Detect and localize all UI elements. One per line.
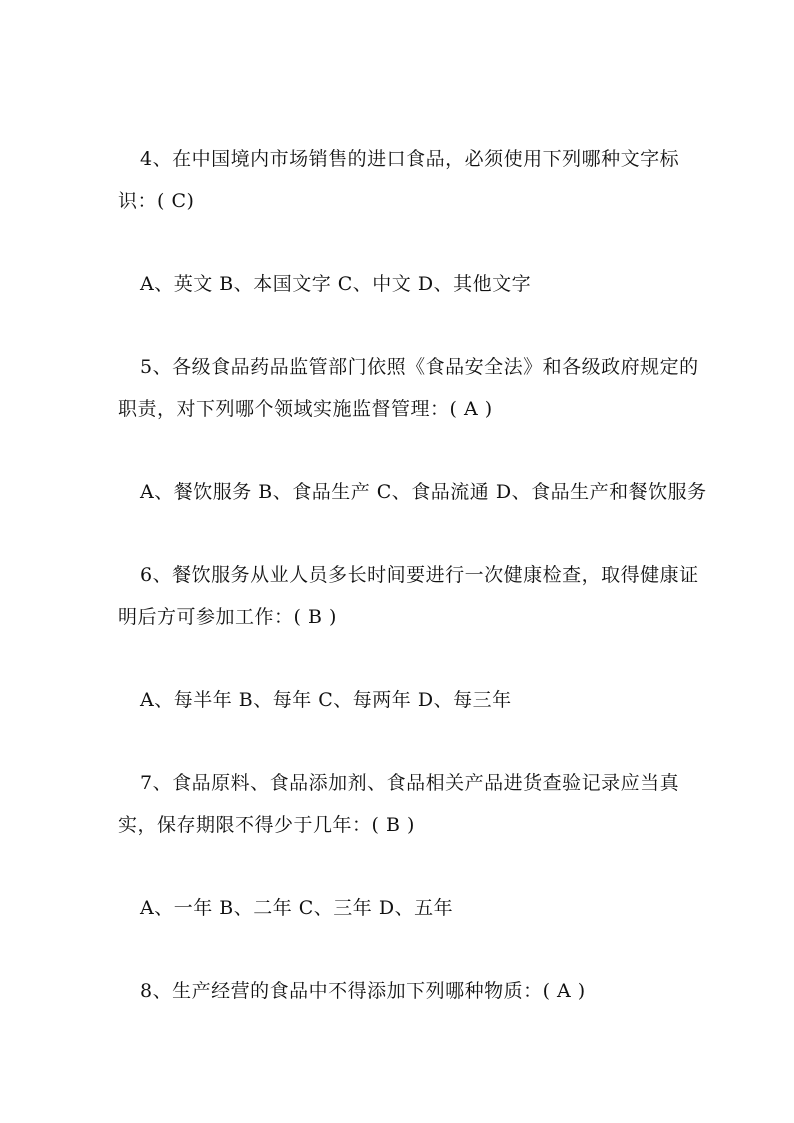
- question-5-options: A、餐饮服务 B、食品生产 C、食品流通 D、食品生产和餐饮服务: [140, 481, 707, 503]
- question-5-line-2: 职责，对下列哪个领域实施监督管理：( A ): [118, 398, 493, 420]
- question-7-line-1: 7、食品原料、食品添加剂、食品相关产品进货查验记录应当真: [140, 772, 680, 794]
- question-6-options: A、每半年 B、每年 C、每两年 D、每三年: [140, 689, 512, 711]
- question-6-line-2: 明后方可参加工作：( B ): [118, 606, 337, 628]
- question-7-line-2: 实，保存期限不得少于几年：( B ): [118, 814, 415, 836]
- question-6-line-1: 6、餐饮服务从业人员多长时间要进行一次健康检查，取得健康证: [140, 564, 699, 586]
- question-8-line-1: 8、生产经营的食品中不得添加下列哪种物质：( A ): [140, 980, 586, 1002]
- question-4-line-2: 识：( C): [118, 190, 195, 212]
- question-4-line-1: 4、在中国境内市场销售的进口食品，必须使用下列哪种文字标: [140, 148, 680, 170]
- question-4-options: A、英文 B、本国文字 C、中文 D、其他文字: [140, 273, 532, 295]
- question-7-options: A、一年 B、二年 C、三年 D、五年: [140, 897, 454, 919]
- question-5-line-1: 5、各级食品药品监管部门依照《食品安全法》和各级政府规定的: [140, 356, 699, 378]
